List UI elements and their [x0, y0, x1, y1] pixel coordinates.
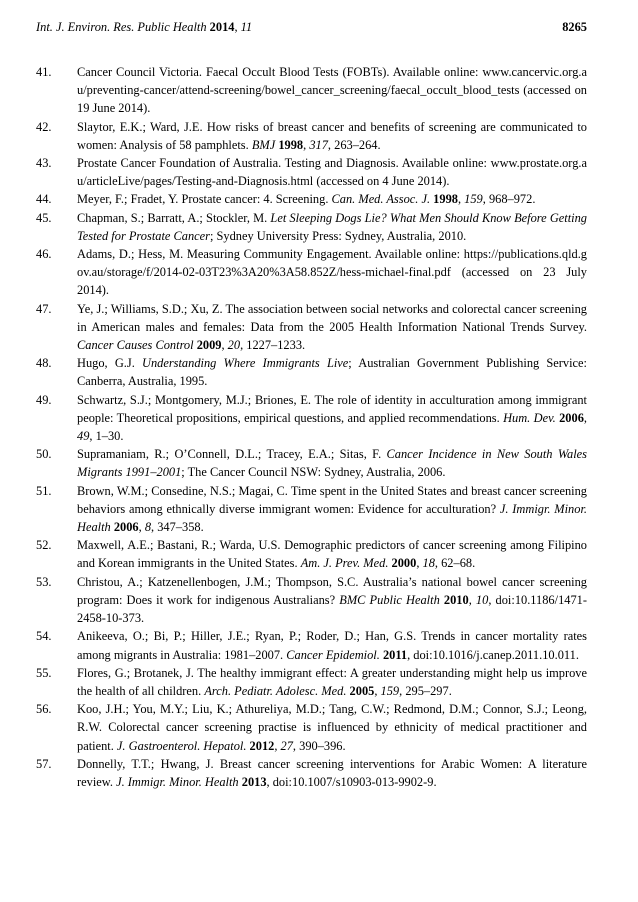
reference-year: 2012: [249, 738, 275, 753]
reference-text: Flores, G.; Brotanek, J. The healthy immigrant effect: A greater understanding might help us improve the health of all children.: [77, 665, 587, 698]
reference-number: 49.: [36, 392, 52, 407]
reference-text: ,: [583, 410, 587, 425]
reference-text: (accessed on 23 July 2014).: [77, 265, 587, 298]
reference-item: [36, 391, 587, 446]
reference-text: Adams, D.; Hess, M. Measuring Community Engagement. Available online:: [77, 247, 464, 262]
reference-number: 46.: [36, 247, 52, 262]
reference-text: Cancer Council Victoria. Faecal Occult Blood Tests (FOBTs). Available online:: [77, 65, 483, 79]
reference-number: 45.: [36, 210, 52, 225]
reference-italic-text: Hum. Dev.: [503, 410, 556, 425]
reference-item: [36, 118, 587, 154]
journal-year: 2014: [209, 20, 235, 34]
reference-text: Brown, W.M.; Consedine, N.S.; Magai, C. Time spent in the United States and breast cancer screening behaviors among ethnically diverse immigrant women: Evidence for acculturation?: [77, 483, 587, 516]
reference-italic-text: Cancer Incidence in New South Wales Migrants 1991–2001: [77, 447, 587, 480]
reference-number: 52.: [36, 538, 52, 553]
reference-italic-text: J. Immigr. Minor. Health: [116, 774, 239, 789]
reference-item: [36, 573, 587, 628]
reference-year: 2009: [196, 338, 222, 353]
reference-text: Hugo, G.J.: [77, 356, 142, 371]
reference-number: 55.: [36, 665, 52, 680]
reference-text: , 390–396.: [292, 738, 346, 753]
reference-italic-text: Am. J. Prev. Med.: [300, 556, 389, 571]
reference-italic-text: BMJ: [251, 137, 276, 152]
reference-text: ,: [303, 137, 310, 152]
reference-text: ,: [274, 738, 281, 753]
reference-text: , doi:10.1186/1471-2458-10-373.: [77, 592, 587, 626]
reference-text: Slaytor, E.K.; Ward, J.E. How risks of breast cancer and benefits of screening are communicated to women: Analysis of 58 pamphlets.: [77, 119, 587, 152]
reference-number: 47.: [36, 301, 52, 316]
reference-url: https://publications.qld.gov.au/storage/f/2014-02-03T23%3A20%3A58.852Z/hess-michael-final.pdf: [77, 247, 587, 280]
reference-text: Schwartz, S.J.; Montgomery, M.J.; Briones, E. The role of identity in acculturation among immigrant people: Theoretical propositions, empirical questions, and applied recommendations.: [77, 392, 587, 425]
reference-text: Chapman, S.; Barratt, A.; Stockler, M.: [77, 210, 271, 225]
reference-italic-text: 10: [475, 592, 489, 607]
reference-item: [36, 755, 587, 791]
reference-item: [36, 664, 587, 700]
reference-item: [36, 482, 587, 537]
reference-italic-text: Arch. Pediatr. Adolesc. Med.: [204, 683, 347, 698]
reference-italic-text: 8: [144, 520, 152, 535]
reference-text: Prostate Cancer Foundation of Australia. Testing and Diagnosis. Available online:: [77, 156, 491, 171]
reference-italic-text: Can. Med. Assoc. J.: [331, 192, 431, 207]
reference-text: ,: [457, 192, 465, 207]
reference-text: Ye, J.; Williams, S.D.; Xu, Z. The association between social networks and colorectal cancer screening in American males and females: Data from the 2005 Health Information National Trends Survey.: [77, 301, 587, 334]
reference-year: 2000: [391, 556, 417, 571]
reference-text: Donnelly, T.T.; Hwang, J. Breast cancer screening interventions for Arabic Women: A literature review.: [77, 756, 587, 789]
reference-number: 44.: [36, 192, 52, 207]
reference-italic-text: 49: [77, 429, 90, 444]
reference-italic-text: Let Sleeping Dogs Lie? What Men Should Know Before Getting Tested for Prostate Cancer: [77, 210, 587, 243]
reference-text: ,: [416, 556, 423, 571]
reference-italic-text: Cancer Epidemiol.: [286, 647, 380, 662]
reference-list: [36, 63, 587, 791]
reference-text: Christou, A.; Katzenellenbogen, J.M.; Thompson, S.C. Australia’s national bowel cancer screening program: Does it work for indigenous Australians?: [77, 574, 587, 607]
reference-number: 42.: [36, 119, 52, 134]
reference-item: [36, 209, 587, 245]
reference-text: ,: [138, 520, 145, 535]
reference-item: [36, 154, 587, 190]
reference-item: [36, 627, 587, 663]
reference-text: Supramaniam, R.; O’Connell, D.L.; Tracey, E.A.; Sitas, F.: [77, 447, 387, 462]
reference-text: ; The Cancer Council NSW: Sydney, Australia, 2006.: [181, 465, 446, 480]
reference-text: , 1–30.: [89, 429, 124, 444]
reference-item: [36, 536, 587, 572]
reference-year: 2006: [559, 410, 584, 425]
reference-number: 51.: [36, 483, 52, 498]
reference-text: , doi:10.1016/j.canep.2011.10.011.: [407, 647, 579, 662]
reference-text: Maxwell, A.E.; Bastani, R.; Warda, U.S. Demographic predictors of cancer screening among Filipino and Korean immigrants in the United States.: [77, 538, 587, 571]
reference-italic-text: Understanding Where Immigrants Live: [142, 356, 349, 371]
reference-year: 2010: [443, 592, 469, 607]
reference-item: [36, 354, 587, 390]
reference-italic-text: 159: [464, 192, 483, 207]
reference-item: [36, 190, 587, 208]
reference-text: (accessed on 19 June 2014).: [77, 83, 587, 116]
reference-italic-text: 27: [280, 738, 293, 753]
reference-year: 2011: [382, 647, 408, 662]
reference-number: 50.: [36, 447, 52, 462]
reference-item: [36, 63, 587, 118]
reference-year: 2006: [113, 520, 139, 535]
reference-text: , doi:10.1007/s10903-013-9902-9.: [266, 774, 437, 789]
reference-italic-text: 20: [227, 338, 241, 353]
reference-italic-text: J. Gastroenterol. Hepatol.: [116, 738, 247, 753]
reference-number: 56.: [36, 702, 52, 717]
reference-number: 48.: [36, 356, 52, 371]
reference-number: 41.: [36, 65, 52, 79]
reference-item: [36, 300, 587, 355]
reference-italic-text: 317: [309, 137, 328, 152]
running-header: [36, 20, 587, 36]
reference-number: 54.: [36, 629, 52, 644]
reference-italic-text: BMC Public Health: [339, 592, 440, 607]
reference-item: [36, 700, 587, 755]
reference-text: (accessed on 4 June 2014).: [313, 174, 450, 189]
reference-italic-text: Cancer Causes Control: [77, 338, 194, 353]
reference-italic-text: J. Immigr. Minor. Health: [77, 501, 587, 535]
reference-year: 1998: [433, 192, 458, 207]
journal-volume: 11: [240, 20, 253, 34]
reference-number: 53.: [36, 574, 52, 589]
reference-text: ,: [221, 338, 228, 353]
reference-italic-text: 159: [380, 683, 400, 698]
journal-citation: Int. J. Environ. Res. Public Health 2014, 11: [36, 20, 253, 34]
reference-text: ; Sydney University Press: Sydney, Australia, 2010.: [209, 228, 467, 243]
reference-text: ; Australian Government Publishing Service: Canberra, Australia, 1995.: [77, 356, 588, 389]
reference-text: , 295–297.: [399, 683, 452, 698]
reference-number: 57.: [36, 756, 52, 771]
page-number: 8265: [562, 20, 587, 34]
reference-text: , 968–972.: [482, 192, 536, 207]
reference-year: 2005: [349, 683, 375, 698]
reference-text: Anikeeva, O.; Bi, P.; Hiller, J.E.; Ryan, P.; Roder, D.; Han, G.S. Trends in cancer mortality rates among migrants in Australia: 1981–2007.: [77, 629, 587, 662]
reference-year: 2013: [241, 774, 267, 789]
reference-text: , 62–68.: [434, 556, 476, 571]
reference-year: 1998: [278, 137, 304, 152]
journal-name: Int. J. Environ. Res. Public Health: [36, 20, 207, 34]
reference-item: [36, 245, 587, 300]
reference-text: Koo, J.H.; You, M.Y.; Liu, K.; Athureliya, M.D.; Tang, C.W.; Redmond, D.M.; Connor, S.J.; Leong, R.W. Colorectal cancer screening practise is influenced by ethnicity of medical practitioner and patient.: [77, 702, 587, 753]
reference-text: Meyer, F.; Fradet, Y. Prostate cancer: 4. Screening.: [77, 192, 332, 207]
reference-text: ,: [468, 592, 476, 607]
reference-italic-text: 18: [422, 556, 435, 571]
reference-item: [36, 445, 587, 481]
reference-url: www.prostate.org.au/articleLive/pages/Testing-and-Diagnosis.html: [77, 156, 587, 189]
reference-text: ,: [374, 683, 381, 698]
reference-text: , 263–264.: [327, 137, 381, 152]
reference-text: , 1227–1233.: [240, 338, 306, 353]
reference-number: 43.: [36, 156, 52, 171]
reference-text: , 347–358.: [151, 520, 204, 535]
reference-url: www.cancervic.org.au/preventing-cancer/attend-screening/bowel_cancer_screening/faecal_occult_blood_tests: [77, 65, 587, 98]
